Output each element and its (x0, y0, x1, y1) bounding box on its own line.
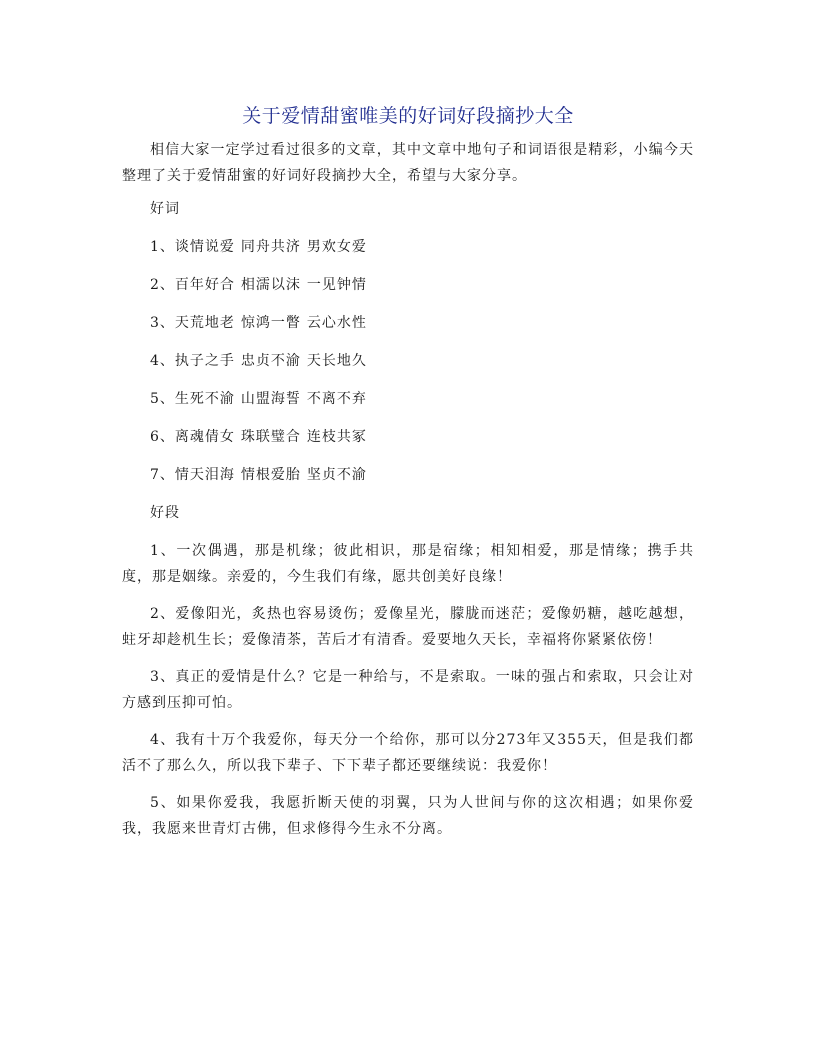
word-item (122, 310, 694, 336)
words-heading: 好词 (150, 201, 180, 217)
word-item-number: 3、 (150, 315, 175, 331)
word-item (122, 272, 694, 298)
word-term: 情天泪海 (174, 467, 235, 483)
word-item (122, 386, 694, 412)
word-item-number: 4、 (150, 353, 175, 369)
word-term: 一见钟情 (306, 277, 367, 293)
passage-paragraph: 2、爱像阳光，炙热也容易烫伤；爱像星光，朦胧而迷茫；爱像奶糖，越吃越想，蛀牙却趁机生长；爱像清茶，苦后才有清香。爱要地久天长，幸福将你紧紧依傍！ (122, 606, 694, 648)
word-item-number: 5、 (150, 391, 175, 407)
words-list (122, 234, 694, 488)
word-term: 山盟海誓 (240, 391, 301, 407)
word-term: 云心水性 (306, 315, 367, 331)
word-term: 惊鸿一瞥 (240, 315, 301, 331)
word-item-number: 1、 (150, 239, 175, 255)
word-term: 离魂倩女 (174, 429, 235, 445)
word-term: 天荒地老 (174, 315, 235, 331)
word-term: 坚贞不渝 (306, 467, 367, 483)
word-term: 百年好合 (174, 277, 235, 293)
word-item-number: 6、 (150, 429, 175, 445)
word-item-number: 7、 (150, 467, 175, 483)
word-item (122, 462, 694, 488)
document-title: 关于爱情甜蜜唯美的好词好段摘抄大全 (242, 105, 574, 127)
word-term: 连枝共冢 (306, 429, 367, 445)
word-term: 相濡以沫 (240, 277, 301, 293)
passages-list (122, 538, 694, 842)
word-item (122, 348, 694, 374)
word-term: 执子之手 (174, 353, 235, 369)
word-item-number: 2、 (150, 277, 175, 293)
passage-paragraph: 5、如果你爱我，我愿折断天使的羽翼，只为人世间与你的这次相遇；如果你爱我，我愿来世青灯古佛，但求修得今生永不分离。 (122, 795, 694, 837)
word-term: 不离不弃 (306, 391, 367, 407)
word-term: 珠联璧合 (240, 429, 301, 445)
passage-paragraph: 4、我有十万个我爱你，每天分一个给你，那可以分273年又355天，但是我们都活不了那么久，所以我下辈子、下下辈子都还要继续说：我爱你！ (122, 732, 694, 774)
word-item (122, 234, 694, 260)
word-term: 忠贞不渝 (240, 353, 301, 369)
word-term: 生死不渝 (174, 391, 235, 407)
word-term: 同舟共济 (240, 239, 301, 255)
passage-paragraph: 3、真正的爱情是什么？它是一种给与，不是索取。一味的强占和索取，只会让对方感到压抑可怕。 (122, 669, 694, 711)
document-body (122, 137, 694, 853)
word-term: 谈情说爱 (174, 239, 235, 255)
passage-paragraph: 1、一次偶遇，那是机缘；彼此相识，那是宿缘；相知相爱，那是情缘；携手共度，那是姻缘。亲爱的，今生我们有缘，愿共创美好良缘！ (122, 543, 694, 585)
passages-heading: 好段 (150, 505, 180, 521)
word-item (122, 424, 694, 450)
word-term: 男欢女爱 (306, 239, 367, 255)
word-term: 天长地久 (306, 353, 367, 369)
word-term: 情根爱胎 (240, 467, 301, 483)
intro-paragraph: 相信大家一定学过看过很多的文章，其中文章中地句子和词语很是精彩，小编今天整理了关于爱情甜蜜的好词好段摘抄大全，希望与大家分享。 (122, 142, 694, 184)
